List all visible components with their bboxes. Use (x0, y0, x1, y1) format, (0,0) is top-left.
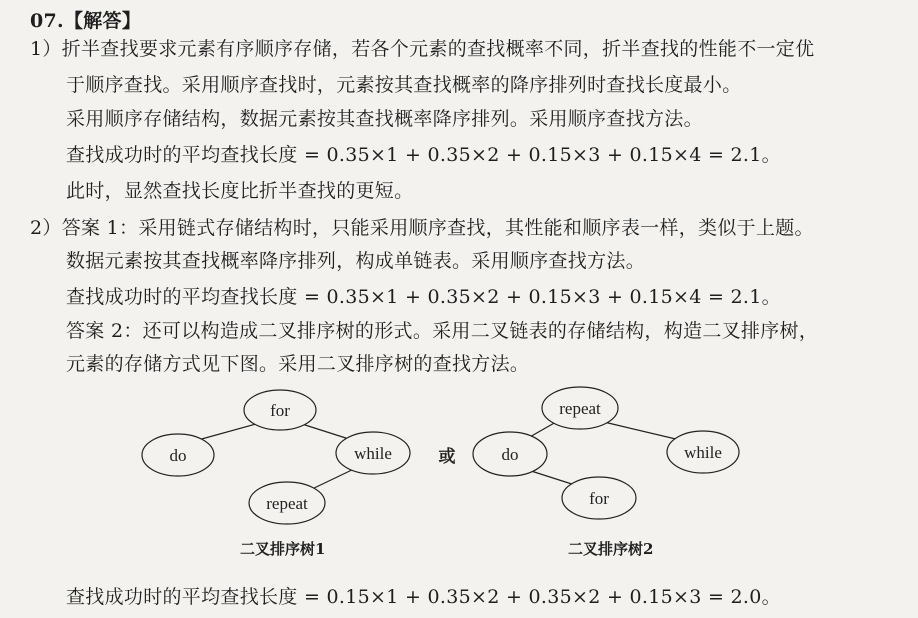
text-line: 查找成功时的平均查找长度 = 0.35×1 + 0.35×2 + 0.15×3 + 0.15×4 = 2.1。 (66, 286, 781, 308)
node-label: while (354, 444, 392, 463)
text-line: 1）折半查找要求元素有序顺序存储，若各个元素的查找概率不同，折半查找的性能不一定优 (30, 38, 815, 60)
tree-edge (604, 422, 680, 440)
text-line: 元素的存储方式见下图。采用二叉排序树的查找方法。 (66, 353, 530, 375)
answer-heading: 07.【解答】 (30, 10, 142, 32)
text-line: 答案 2：还可以构造成二叉排序树的形式。采用二叉链表的存储结构，构造二叉排序树， (66, 320, 819, 342)
text-line: 此时，显然查找长度比折半查找的更短。 (66, 180, 414, 202)
node-label: for (270, 401, 290, 420)
or-label: 或 (438, 447, 456, 467)
text-line: 于顺序查找。采用顺序查找时，元素按其查找概率的降序排列时查找长度最小。 (66, 74, 742, 96)
tree-edge (310, 468, 356, 490)
tree1-caption: 二叉排序树1 (240, 540, 326, 558)
text-line: 查找成功时的平均查找长度 = 0.15×1 + 0.35×2 + 0.35×2 + 0.15×3 = 2.0。 (66, 586, 781, 608)
tree-edge (528, 470, 578, 486)
text-line: 查找成功时的平均查找长度 = 0.35×1 + 0.35×2 + 0.15×3 + 0.15×4 = 2.1。 (66, 144, 781, 166)
node-label: for (589, 489, 609, 508)
node-label: while (684, 443, 722, 462)
tree-edge (302, 424, 352, 440)
tree2-caption: 二叉排序树2 (568, 540, 654, 558)
node-label: do (501, 445, 519, 464)
node-label: repeat (266, 494, 308, 513)
tree-edge (528, 422, 556, 438)
node-label: do (169, 446, 187, 465)
text-line: 采用顺序存储结构，数据元素按其查找概率降序排列。采用顺序查找方法。 (66, 108, 703, 130)
text-line: 2）答案 1：采用链式存储结构时，只能采用顺序查找，其性能和顺序表一样，类似于上题。 (30, 217, 814, 239)
node-label: repeat (559, 399, 601, 418)
tree-edge (198, 424, 256, 440)
text-line: 数据元素按其查找概率降序排列，构成单链表。采用顺序查找方法。 (66, 250, 646, 272)
